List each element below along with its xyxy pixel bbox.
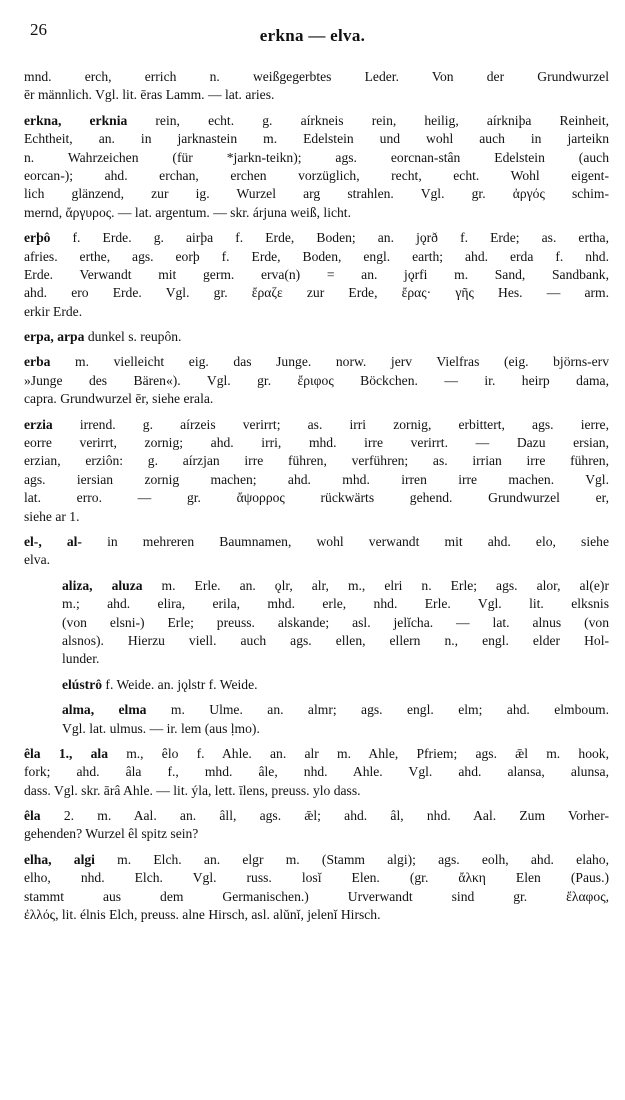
entry-line [62,650,609,668]
entry-line [24,869,609,887]
entry-line [62,577,609,595]
entry-text: 2. m. Aal. an. âll, ags. ǣl; ahd. âl, nhd. Aal. Zum Vorher- [40,808,609,824]
entry-line [24,508,609,526]
entry-text: in mehreren Baumnamen, wohl verwandt mit ahd. elo, siehe [81,533,609,549]
entry-line [24,204,609,222]
entry-text: m. Elch. an. elgr m. (Stamm algi); ags. eolh, ahd. elaho, [94,851,609,867]
entry-ela2 [24,807,609,844]
entry-text: m. Ulme. an. almr; ags. engl. elm; ahd. elmboum. [146,702,609,718]
entry-line [24,452,609,470]
entry-line [24,353,609,371]
entry-erpo [24,229,609,321]
entry-text: afries. erthe, ags. eorþ f. Erde, Boden, engl. earth; ahd. erda f. nhd. [24,248,609,264]
entry-text: mnd. erch, errich n. weißgegerbtes Leder. Von der Grundwurzel [24,69,609,84]
entry-elha [24,851,609,925]
headword: êla [24,808,41,824]
entry-elustro [62,676,609,694]
headword: alma, elma [62,702,147,718]
entry-line [62,595,609,613]
entry-line [24,372,609,390]
entry-text: dunkel s. reupôn. [84,329,182,345]
entry-text: elho, nhd. Elch. Vgl. russ. losĭ Elen. (gr. ἄλκη Elen (Paus.) [24,870,609,886]
entry-text: m., êlo f. Ahle. an. alr m. Ahle, Pfriem; ags. ǣl m. hook, [108,745,609,761]
entry-line [24,248,609,266]
entry-text: mernd, ἄργυρος. — lat. argentum. — skr. árjuna weiß, licht. [24,204,351,220]
entry-text: fork; ahd. âla f., mhd. âle, nhd. Ahle. Vgl. ahd. alansa, alunsa, [24,764,609,780]
headword: aliza, aluza [62,577,143,593]
entry-text: irrend. g. aírzeis verirrt; as. irri zornig, erbittert, ags. ierre, [52,416,609,432]
entry-line [62,632,609,650]
entry-line [24,471,609,489]
entry-line [62,614,609,632]
entry-el [24,533,609,570]
running-title: erkna — elva. [259,26,366,45]
headword: erpa, arpa [24,329,85,345]
headword: elha, algi [24,851,95,867]
entry-text: erkir Erde. [24,303,83,319]
entry-alma [62,701,609,738]
entry-text: gehenden? Wurzel êl spitz sein? [24,826,199,842]
entry-line [24,434,609,452]
entry-line [24,130,609,148]
entry-text: Erde. Verwandt mit germ. erva(n) = an. jǫrfi m. Sand, Sandbank, [24,266,609,282]
entry-text: dass. Vgl. skr. ārâ Ahle. — lit. ýla, lett. īlens, preuss. ylo dass. [24,782,361,798]
entry-text: eorre verirrt, zornig; ahd. irri, mhd. irre verirrt. — Dazu ersian, [24,435,609,451]
entry-line [24,167,609,185]
headword: erþô [24,230,51,246]
entry-text: ahd. ero Erde. Vgl. gr. ἔραζε zur Erde, ἔρας· γῆς Hes. — arm. [24,285,609,301]
entry-line [24,416,609,434]
entry-text: siehe ar 1. [24,508,80,524]
entry-line [24,551,609,569]
entry-text: eorcan-); ahd. erchan, erchen vorzüglich, recht, echt. Wohl eigent- [24,167,609,183]
entry-line [24,149,609,167]
entries-column [24,68,609,931]
entry-erkna-cont [24,68,609,105]
entry-line [24,825,609,843]
entry-text: alsnos). Hierzu viell. auch ags. ellen, ellern n., engl. elder Hol- [62,632,609,648]
entry-line [24,489,609,507]
entry-aliza [62,577,609,669]
entry-line [24,745,609,763]
entry-line [62,701,609,719]
entry-text: ags. iersian zornig machen; ahd. mhd. irren irre machen. Vgl. [24,471,609,487]
entry-text: lich glänzend, zur ig. Wurzel arg strahlen. Vgl. gr. ἀργός schim- [24,186,609,202]
entry-text: f. Erde. g. airþa f. Erde, Boden; an. jǫrð f. Erde; as. ertha, [50,230,609,246]
entry-line [24,185,609,203]
entry-text: stammt aus dem Germanischen.) Urverwandt sind gr. ἔλαφος, [24,888,609,904]
entry-text: m. Erle. an. ǫlr, alr, m., elri n. Erle; ags. alor, al(e)r [142,577,609,593]
entry-line [24,906,609,924]
entry-line [24,888,609,906]
headword: erzia [24,416,53,432]
entry-line [24,851,609,869]
entry-line [24,266,609,284]
entry-text: Vgl. lat. ulmus. — ir. lem (aus ḷmo). [62,720,260,736]
entry-line [24,782,609,800]
entry-line [24,112,609,130]
headword: erba [24,354,51,370]
entry-erba [24,353,609,408]
entry-text: rein, echt. g. aírkneis rein, heilig, aírkniþa Reinheit, [127,112,609,128]
entry-line [24,328,609,346]
entry-line [24,303,609,321]
entry-text: elva. [24,552,51,568]
entry-text: Echtheit, an. in jarknastein m. Edelstein und wohl auch in jarteikn [24,131,609,147]
entry-line [62,676,609,694]
entry-line [24,763,609,781]
headword: êla 1., ala [24,745,108,761]
page-number: 26 [30,20,47,39]
entry-text: m.; ahd. elira, erila, mhd. erle, nhd. Erle. Vgl. lit. elksnis [62,596,609,612]
entry-line [24,284,609,302]
entry-erzia [24,416,609,526]
entry-line [24,390,609,408]
entry-erpa [24,328,609,346]
headword: elústrô [62,676,103,692]
entry-text: »Junge des Bären«). Vgl. gr. ἔριφος Böckchen. — ir. heirp dama, [24,372,609,388]
entry-text: (von elsni-) Erle; preuss. alskande; asl. jelĭcha. — lat. alnus (von [62,614,609,630]
entry-text: lat. erro. — gr. ἄψορρος rückwärts gehend. Grundwurzel er, [24,490,609,506]
headword: el-, al- [24,533,82,549]
entry-text: f. Weide. an. jǫlstr f. Weide. [102,676,258,692]
entry-line [24,533,609,551]
entry-text: ēr männlich. Vgl. lit. ēras Lamm. — lat. aries. [24,87,275,103]
entry-erkna [24,112,609,222]
entry-ela1 [24,745,609,800]
entry-text: capra. Grundwurzel ēr, siehe erala. [24,391,214,407]
entry-line [24,229,609,247]
entry-text: erzian, erziôn: g. aírzjan irre führen, verführen; as. irrian irre führen, [24,453,609,469]
entry-line [62,720,609,738]
entry-text: n. Wahrzeichen (für *jarkn-teikn); ags. eorcnan-stân Edelstein (auch [24,149,609,165]
entry-line [24,86,609,104]
entry-text: ἐλλός, lit. élnis Elch, preuss. alne Hirsch, asl. alŭnĭ, jelenĭ Hirsch. [24,907,381,923]
entry-line [24,807,609,825]
entry-text: m. vielleicht eig. das Junge. norw. jerv Vielfras (eig. björns-erv [50,354,609,370]
entry-line [24,68,609,86]
entry-text: lunder. [62,651,100,667]
headword: erkna, erknia [24,112,128,128]
